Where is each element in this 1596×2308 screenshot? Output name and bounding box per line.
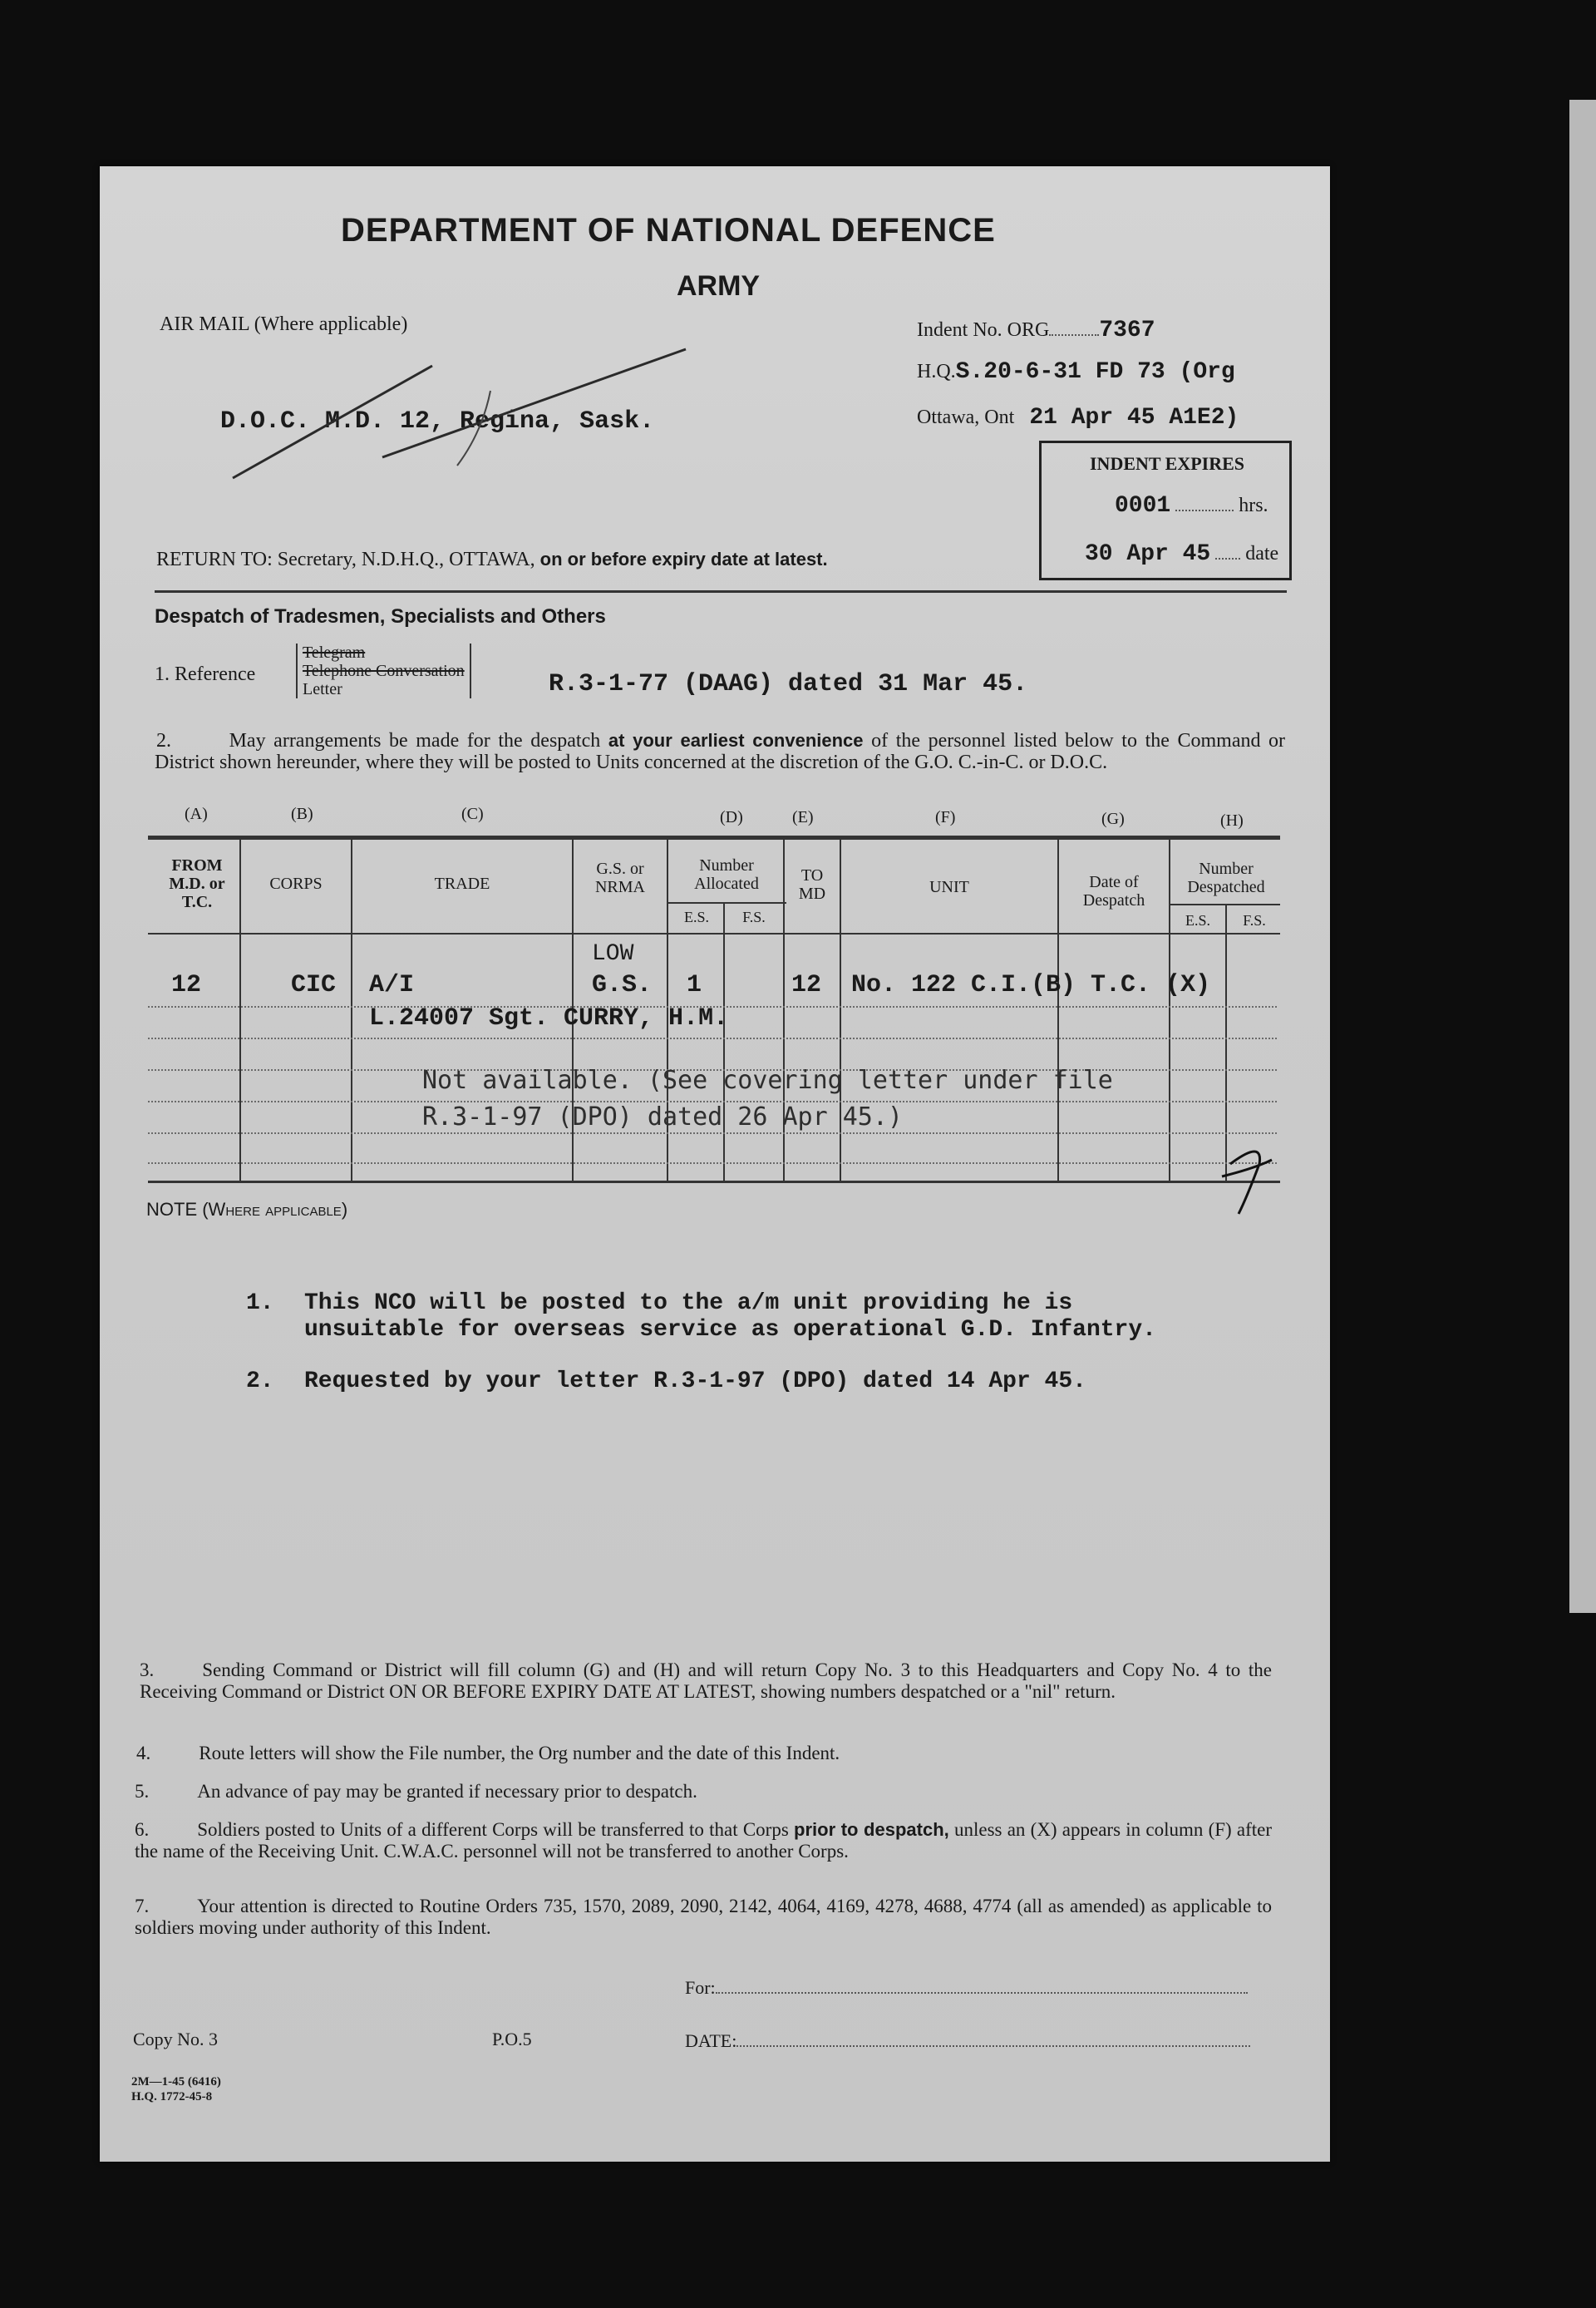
note-1-line2: unsuitable for overseas service as operational G.D. Infantry. — [304, 1317, 1156, 1343]
expires-hrs — [1066, 493, 1274, 519]
indent-no-value: 7367 — [1099, 318, 1155, 343]
document-title: DEPARTMENT OF NATIONAL DEFENCE — [341, 212, 996, 249]
return-to-bold: on or before expiry date at latest. — [539, 549, 828, 570]
hq-label: H.Q. — [917, 361, 956, 382]
col-letter-c: (C) — [461, 805, 484, 823]
para4-text: Route letters will show the File number, the Org number and the date of this Indent. — [199, 1743, 840, 1763]
indent-expires-box — [1039, 441, 1292, 580]
header-fs: F.S. — [742, 909, 766, 925]
cell-to-md: 12 — [791, 971, 822, 999]
note-2-num: 2. — [246, 1369, 274, 1394]
cell-note-line1: Not available. (See covering letter under file — [422, 1066, 1113, 1095]
table-top-rule — [148, 836, 1280, 840]
footer-para-4 — [136, 1743, 1268, 1764]
para7-text: Your attention is directed to Routine Orders 735, 1570, 2089, 2090, 2142, 4064, 4169, 4278, 4688, 4774 (all as amended) as applicable to soldiers moving under authority of this Indent. — [135, 1896, 1272, 1938]
header-es: E.S. — [683, 909, 709, 925]
para2-pre: May arrangements be made for the despatch — [229, 730, 601, 752]
paragraph-2 — [155, 730, 1285, 773]
para3-num: 3. — [140, 1659, 155, 1680]
hq-value: S.20-6-31 FD 73 (Org — [955, 359, 1235, 385]
col-rule-5 — [723, 904, 725, 1181]
copy-number: Copy No. 3 — [133, 2029, 219, 2049]
reference-option-telegram: Telegram — [303, 644, 366, 662]
alloc-sub-rule — [668, 902, 786, 904]
date-label: DATE: — [685, 2030, 737, 2051]
indent-no-label: Indent No. ORG — [917, 319, 1050, 341]
footer-para-5 — [135, 1781, 1267, 1803]
header-desp: Number Despatched — [1187, 860, 1265, 896]
expires-date-value: 30 Apr 45 — [1085, 541, 1211, 567]
col-letter-e: (E) — [792, 808, 814, 826]
expires-date-label: date — [1245, 543, 1279, 565]
para3-text: Sending Command or District will fill column (G) and (H) and will return Copy No. 3 to this Headquarters and Copy No. 4 to the Receiving Command or District ON OR BEFORE EXPIRY DATE AT LATEST, showing numbers despatched or a "nil" return. — [140, 1659, 1272, 1702]
section-title: Despatch of Tradesmen, Specialists and Others — [155, 605, 606, 628]
header-to-md: TO MD — [798, 866, 826, 903]
note-2-line1: Requested by your letter R.3-1-97 (DPO) dated 14 Apr 45. — [304, 1369, 1086, 1394]
col-rule-2 — [351, 840, 352, 1181]
return-to-prefix: RETURN TO: Secretary, N.D.H.Q., OTTAWA, — [156, 549, 535, 570]
form-number: P.O.5 — [492, 2029, 532, 2049]
for-field — [685, 1977, 1248, 1999]
para5-num: 5. — [135, 1781, 150, 1802]
page-edge-strip — [1569, 100, 1596, 1613]
para7-num: 7. — [135, 1896, 150, 1916]
col-letter-a: (A) — [185, 805, 208, 823]
printer-line-2: H.Q. 1772-45-8 — [131, 2090, 213, 2103]
note-1-num: 1. — [246, 1290, 274, 1316]
handwritten-initial — [1214, 1139, 1280, 1222]
cell-person: L.24007 Sgt. CURRY, H.M. — [369, 1004, 729, 1033]
printer-line-1: 2M—1-45 (6416) — [131, 2075, 221, 2089]
note-1-line1: This NCO will be posted to the a/m unit providing he is — [304, 1290, 1073, 1316]
reference-options — [296, 644, 471, 698]
footer-para-7 — [135, 1896, 1272, 1939]
ottawa-value: 21 Apr 45 A1E2) — [1029, 405, 1239, 431]
cell-from: 12 — [171, 971, 202, 999]
footer-para-6 — [135, 1819, 1272, 1862]
row-line — [148, 1038, 1277, 1039]
para6-num: 6. — [135, 1819, 150, 1840]
divider — [155, 590, 1287, 593]
col-letter-h: (H) — [1220, 811, 1244, 830]
header-desp-es: E.S. — [1185, 912, 1210, 929]
para2-bold: at your earliest convenience — [608, 730, 864, 751]
para5-text: An advance of pay may be granted if necessary prior to despatch. — [197, 1781, 697, 1802]
expires-date — [1066, 541, 1283, 567]
indent-number — [917, 318, 1155, 343]
airmail-label: AIR MAIL (Where applicable) — [160, 313, 408, 335]
cell-gs-top: LOW — [592, 941, 634, 967]
reference-value: R.3-1-77 (DAAG) dated 31 Mar 45. — [549, 670, 1028, 698]
header-desp-fs: F.S. — [1243, 912, 1266, 929]
for-label: For: — [685, 1977, 716, 1998]
cell-trade: A/I — [369, 971, 415, 999]
handwritten-strike-marks — [208, 341, 707, 491]
cell-gs: G.S. — [592, 971, 653, 999]
col-letter-b: (B) — [291, 805, 313, 823]
header-gs: G.S. or NRMA — [594, 860, 645, 896]
date-field — [685, 2030, 1250, 2052]
para6-post: unless an (X) appears in column (F) after the name of the Receiving Unit. C.W.A.C. personnel will not be transferred to another Corps. — [135, 1819, 1273, 1862]
expires-hrs-value: 0001 — [1115, 493, 1171, 519]
header-from: FROM M.D. or T.C. — [169, 856, 225, 911]
col-letter-d: (D) — [720, 808, 743, 826]
row-line — [148, 1162, 1277, 1164]
header-alloc: Number Allocated — [694, 856, 759, 893]
para2-post: of the personnel listed below to the Command or District shown hereunder, where they will be posted to Units concerned at the discretion of the G.O. C.-in-C. or D.O.C. — [155, 730, 1286, 773]
col-letter-g: (G) — [1101, 810, 1125, 828]
reference-label: 1. Reference — [155, 663, 256, 685]
addressee: D.O.C. M.D. 12, Regina, Sask. — [220, 407, 655, 436]
cell-note-line2: R.3-1-97 (DPO) dated 26 Apr 45.) — [422, 1102, 903, 1132]
col-rule-1 — [239, 840, 241, 1181]
header-trade: TRADE — [434, 875, 490, 893]
header-unit: UNIT — [929, 878, 969, 896]
hq-file — [917, 359, 1235, 385]
return-to — [156, 549, 828, 571]
para2-num: 2. — [156, 730, 171, 752]
para6-bold: prior to despatch, — [794, 1819, 949, 1840]
reference-option-letter: Letter — [303, 680, 342, 698]
cell-corps: CIC — [291, 971, 337, 999]
table-header-rule — [148, 933, 1280, 935]
col-rule-8 — [1057, 840, 1059, 1181]
indent-expires-title: INDENT EXPIRES — [1090, 453, 1245, 474]
reference-option-telephone: Telephone Conversation — [303, 662, 465, 680]
note-label: NOTE (Where applicable) — [146, 1199, 348, 1220]
table-bottom-rule — [148, 1181, 1280, 1183]
header-corps: CORPS — [269, 875, 323, 893]
ottawa-date — [917, 405, 1239, 431]
col-rule-9 — [1169, 840, 1170, 1181]
col-letter-f: (F) — [935, 808, 956, 826]
expires-hrs-label: hrs. — [1239, 495, 1268, 516]
cell-unit: No. 122 C.I.(B) T.C. (X) — [851, 971, 1211, 999]
cell-es: 1 — [687, 971, 702, 999]
para6-pre: Soldiers posted to Units of a different Corps will be transferred to that Corps — [197, 1819, 789, 1840]
header-date-despatch: Date of Despatch — [1082, 873, 1145, 910]
ottawa-label: Ottawa, Ont — [917, 407, 1015, 428]
document-subtitle: ARMY — [677, 270, 761, 302]
row-line — [148, 1132, 1277, 1134]
para4-num: 4. — [136, 1743, 151, 1763]
footer-para-3 — [140, 1659, 1272, 1703]
